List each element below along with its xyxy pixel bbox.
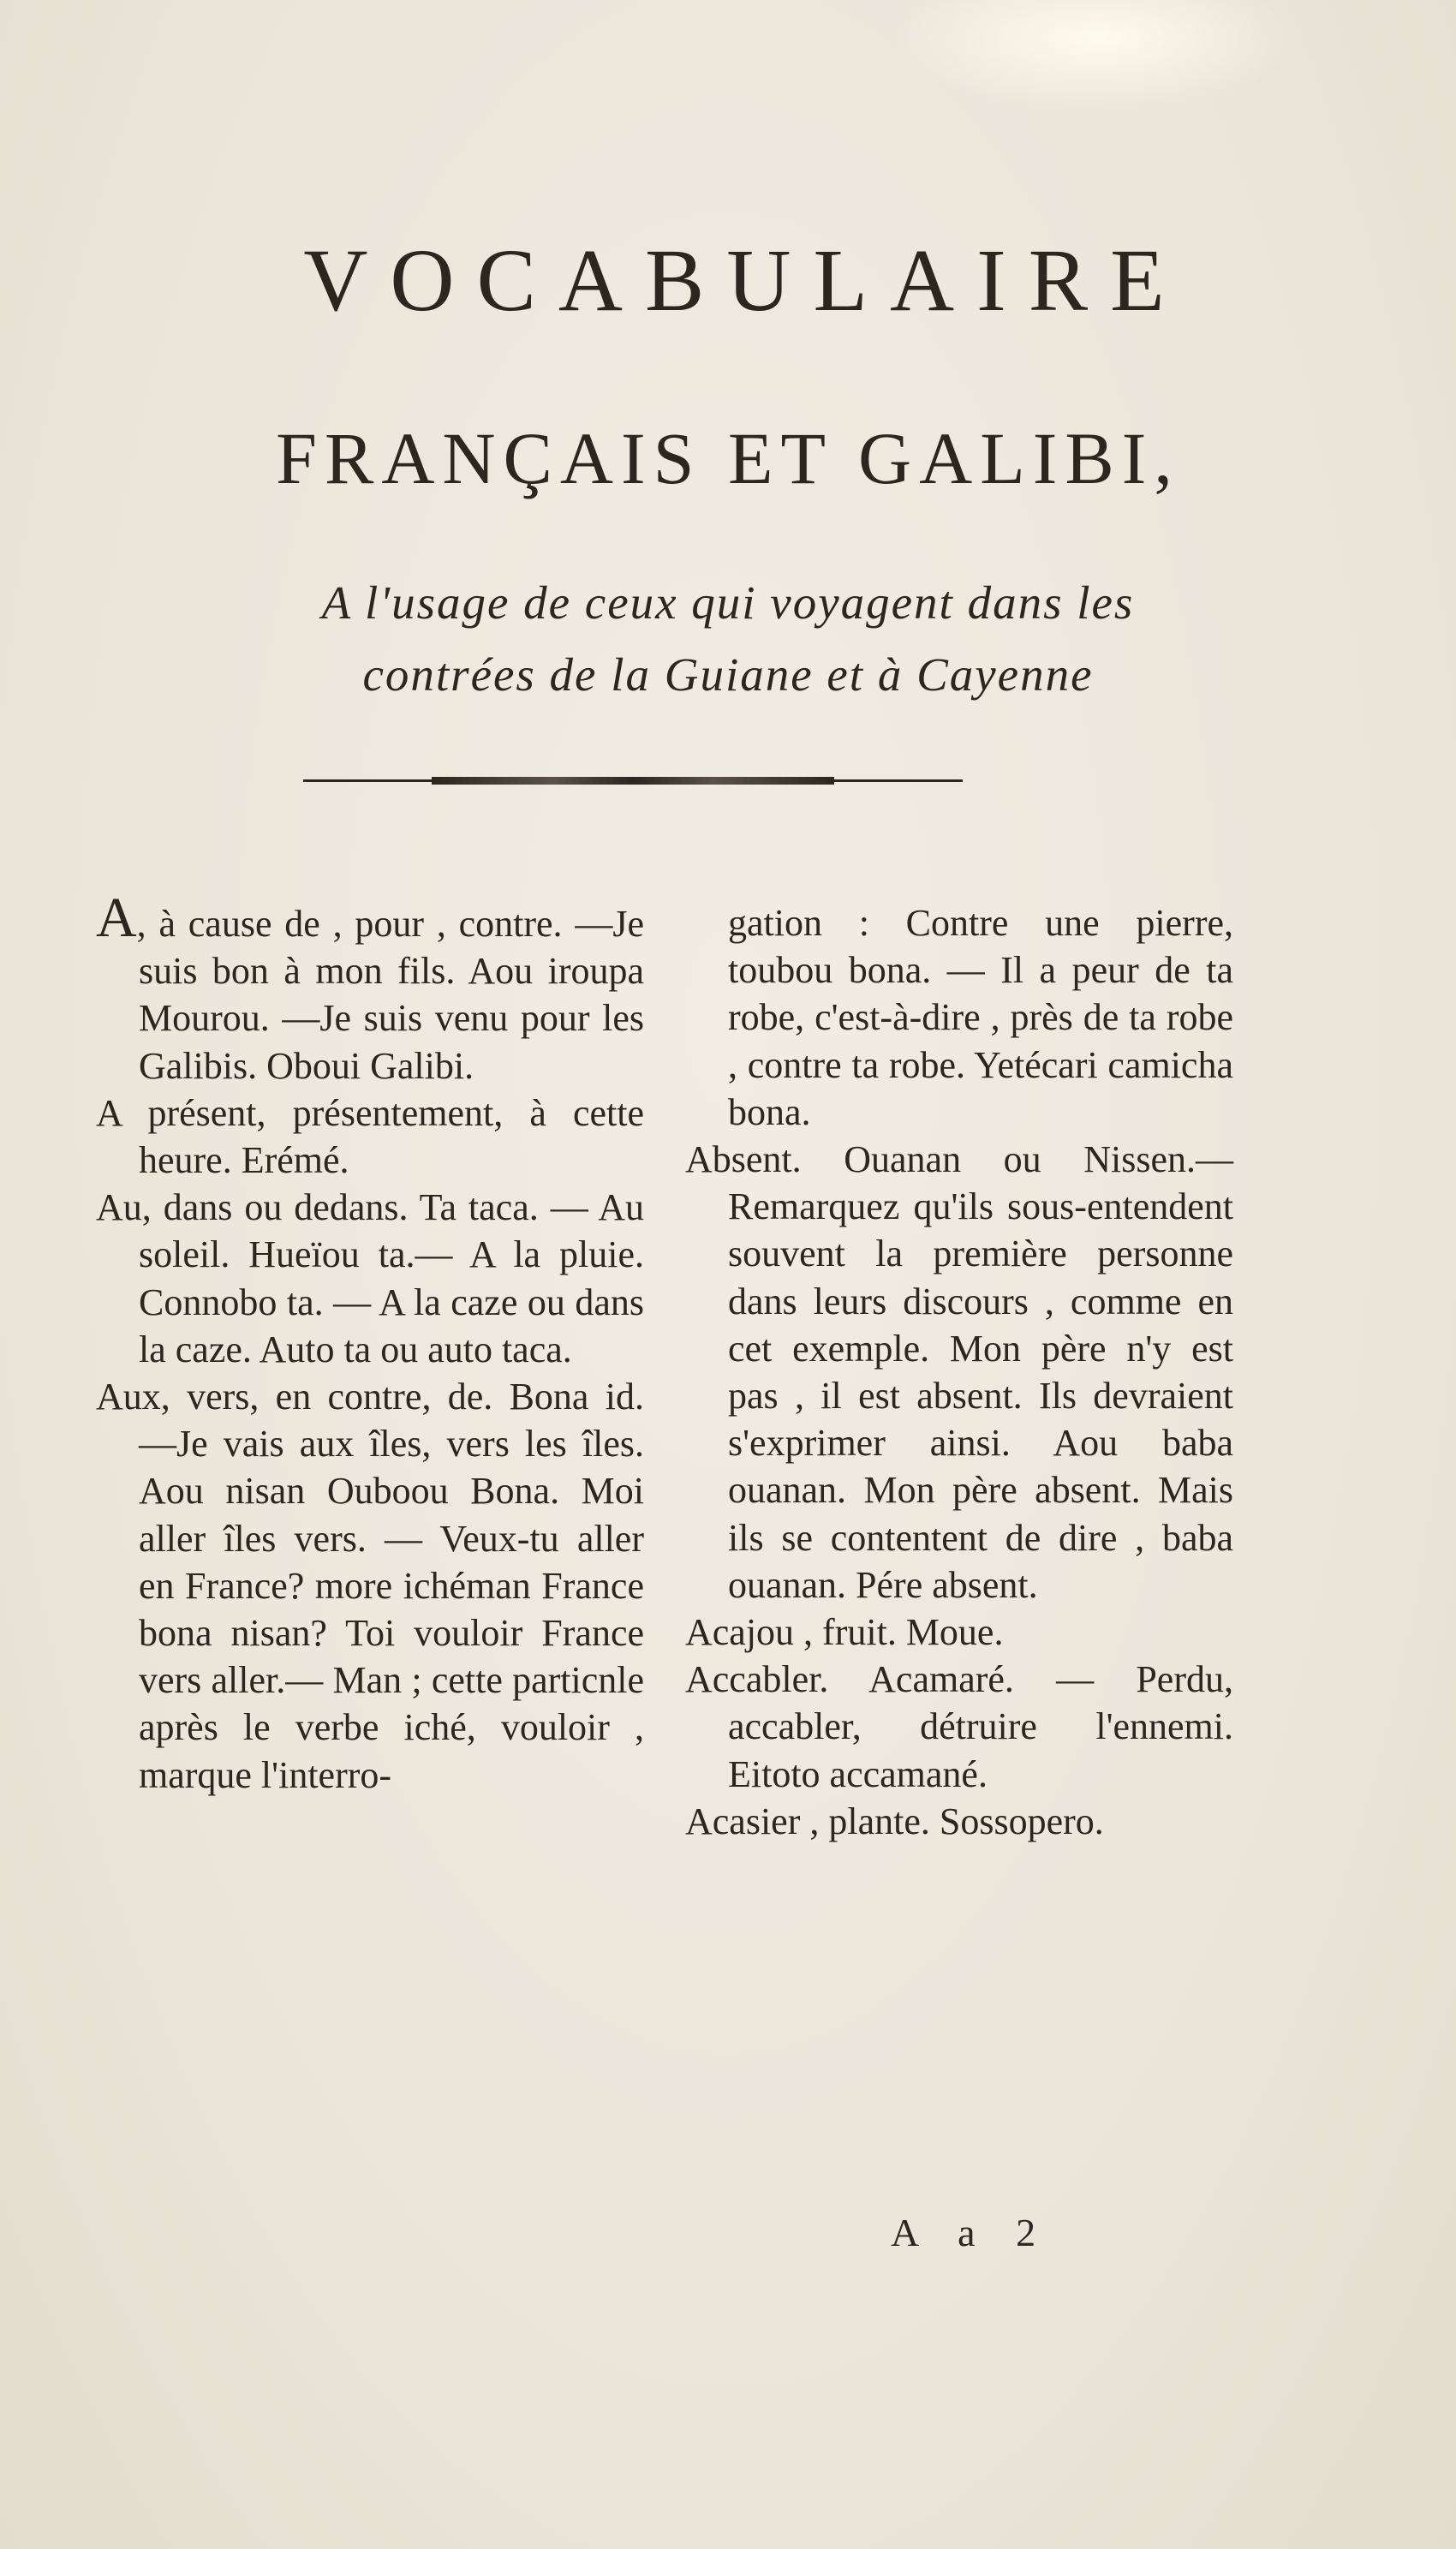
entry-au: Au, dans ou dedans. Ta taca. — Au soleil. Hueïou ta.— A la pluie. Connobo ta. — A la caze ou dans la caze. Auto ta ou auto taca. xyxy=(96,1186,644,1370)
entry-continuation: gation : Contre une pierre, toubou bona. — Il a peur de ta robe, c'est-à-dire , près de ta robe , contre ta robe. Yetécari camicha bona. xyxy=(728,902,1233,1133)
subtitle-line-1: A l'usage de ceux qui voyagent dans les xyxy=(321,576,1135,629)
subtitle xyxy=(128,567,1328,711)
subtitle-line-2: contrées de la Guiane et à Cayenne xyxy=(362,648,1094,701)
entry-a-present: A présent, présentement, à cette heure. Erémé. xyxy=(96,1091,644,1182)
title-line-2: FRANÇAIS ET GALIBI, xyxy=(276,417,1180,499)
entry-absent: Absent. Ouanan ou Nissen.— Remarquez qu'ils sous-entendent souvent la première personne dans leurs discours , comme en cet exemple. Mon père n'y est pas , il est absent. Ils devraient s'exprimer ainsi. Aou baba ouanan. Mon père absent. Mais ils se contentent de dire , baba ouanan. Pére absent. xyxy=(685,1138,1233,1606)
right-column xyxy=(685,899,1233,1845)
entry-accabler: Accabler. Acamaré. — Perdu, accabler, détruire l'ennemi. Eitoto accamané. xyxy=(685,1658,1233,1795)
paper-stain xyxy=(891,0,1302,111)
left-column xyxy=(96,886,644,1799)
entry-acajou: Acajou , fruit. Moue. xyxy=(685,1611,1004,1654)
entry-a xyxy=(96,886,644,1089)
ornamental-rule xyxy=(303,774,963,786)
drop-cap: A xyxy=(96,886,137,949)
entry-acasier: Acasier , plante. Sossopero. xyxy=(685,1800,1104,1842)
signature-mark: A a 2 xyxy=(891,2211,1052,2254)
title-line-1: VOCABULAIRE xyxy=(303,231,1187,330)
entry-aux: Aux, vers, en contre, de. Bona id. —Je vais aux îles, vers les îles. Aou nisan Ouboou Bona. Moi aller îles vers. — Veux-tu aller en France? more ichéman France bona nisan? Toi vouloir France vers aller.— Man ; cette particnle après le verbe iché, vouloir , marque l'interro- xyxy=(96,1376,644,1796)
entry-a-text: , à cause de , pour , contre. —Je suis bon à mon fils. Aou iroupa Mourou. —Je suis venu pour les Galibis. Oboui Galibi. xyxy=(136,903,644,1087)
